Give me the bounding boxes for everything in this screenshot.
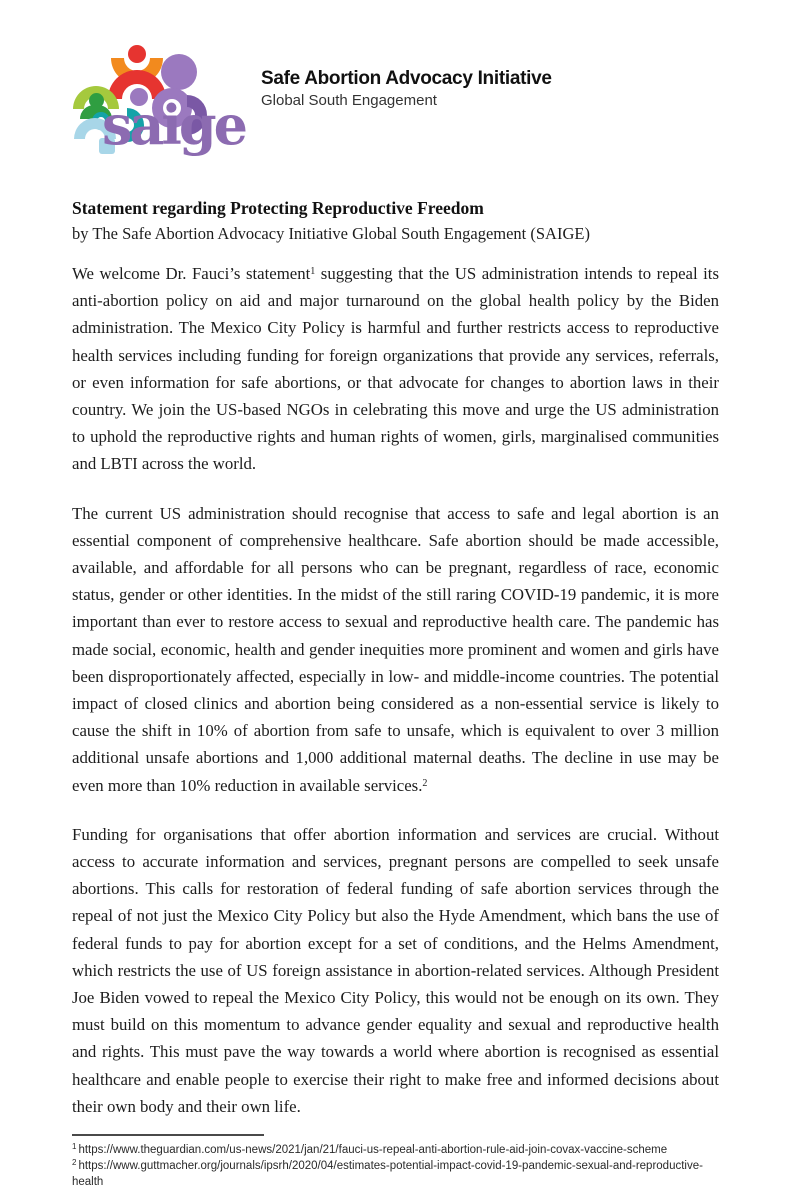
saige-wordmark: saige	[102, 93, 246, 157]
footnote-1-url: https://www.theguardian.com/us-news/2021/jan/21/fauci-us-repeal-anti-abortion-rule-aid-join-covax-vaccine-scheme	[78, 1144, 668, 1157]
statement-body	[72, 198, 719, 1190]
paragraph-1-text-continued: suggesting that the US administration intends to repeal its anti-abortion policy on aid and major turnaround on the global health policy by the Biden administration. The Mexico City Policy is harmful and further restricts access to reproductive health services including funding for foreign organizations that provide any services, referrals, or even information for safe abortions, or that advocate for changes to abortion laws in their country. We join the US-based NGOs in celebrating this move and urge the US administration to uphold the reproductive rights and human rights of women, girls, marginalised communities and LBTI across the world.	[72, 264, 719, 474]
logo-person-head-red-icon	[128, 45, 146, 63]
footnote-1-marker: 1	[72, 1142, 77, 1152]
statement-title: Statement regarding Protecting Reproductive Freedom	[72, 198, 484, 218]
footnote-ref-2: 2	[422, 778, 428, 790]
paragraph-2-text: The current US administration should recognise that access to safe and legal abortion is an essential component of comprehensive healthcare. Safe abortion should be made accessible, available, and affordable for all persons who can be pregnant, regardless of race, economic status, gender or other identities. In the midst of the still raring COVID-19 pandemic, it is more important than ever to restore access to sexual and reproductive health care. The pandemic has made social, economic, health and gender inequities more prominent and women and girls have been disproportionately affected, especially in low- and middle-income countries. The potential impact of closed clinics and abortion being considered as a non-essential service is likely to cause the shift in 10% of abortion from safe to unsafe, which is equivalent to over 3 million additional unsafe abortions and 1,000 additional maternal deaths. The decline in use may be even more than 10% reduction in available services.	[72, 503, 719, 795]
paragraph-1-text: We welcome Dr. Fauci’s statement	[72, 264, 311, 283]
brand-subtitle: Global South Engagement	[261, 92, 437, 109]
logo-header	[72, 42, 719, 172]
footnote-2	[72, 1158, 719, 1190]
footnotes-section	[72, 1134, 719, 1190]
paragraph-1	[72, 260, 719, 478]
footnote-separator	[72, 1134, 264, 1136]
footnote-1	[72, 1142, 719, 1158]
footnote-2-url: https://www.guttmacher.org/journals/ipsrh/2020/04/estimates-potential-impact-covid-19-pandemic-sexual-and-reproductive-health	[72, 1160, 703, 1189]
brand-name: Safe Abortion Advocacy Initiative	[261, 68, 552, 89]
footnote-ref-1: 1	[310, 266, 316, 278]
statement-byline: by The Safe Abortion Advocacy Initiative Global South Engagement (SAIGE)	[72, 224, 590, 243]
logo-text-block	[261, 42, 552, 172]
saige-logo	[72, 42, 267, 172]
footnote-2-marker: 2	[72, 1158, 77, 1168]
paragraph-2	[72, 500, 719, 799]
logo-purple-blob-icon	[161, 54, 197, 90]
paragraph-3: Funding for organisations that offer abortion information and services are crucial. Without access to accurate information and services, pregnant persons are compelled to seek unsafe abortions. This calls for restoration of federal funding of safe abortion services through the repeal of not just the Mexico City Policy but also the Hyde Amendment, which bans the use of federal funds to pay for abortion except for a set of conditions, and the Helms Amendment, which restricts the use of US foreign assistance in abortion-related services. Although President Joe Biden vowed to repeal the Mexico City Policy, this would not be enough on its own. They must build on this momentum to advance gender equality and sexual and reproductive health and rights. This must pave the way towards a world where abortion is recognised as essential healthcare and enable people to exercise their right to make free and informed decisions about their own body and their own life.	[72, 824, 719, 1116]
